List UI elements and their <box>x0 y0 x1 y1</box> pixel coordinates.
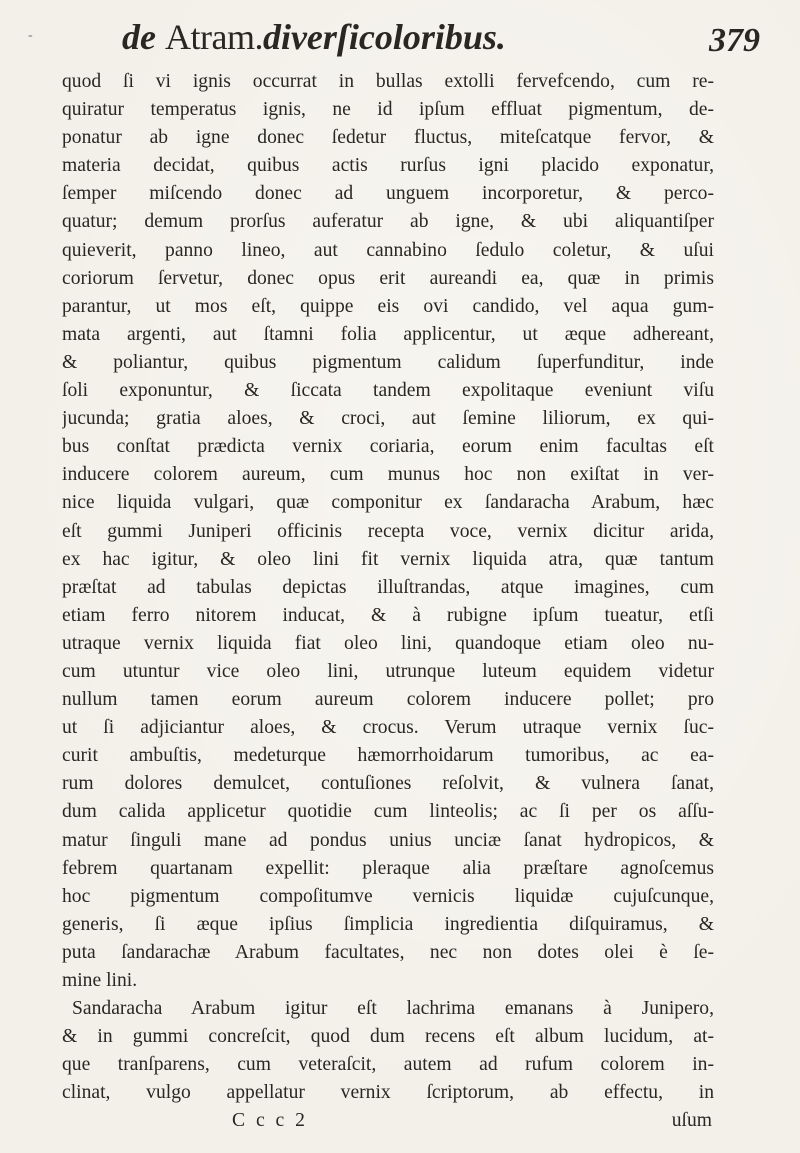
title-main: Atram. <box>164 17 263 57</box>
page-number: 379 <box>709 22 760 59</box>
text-line: rum dolores demulcet, contuſiones reſolvit, & vulnera ſanat, <box>62 773 714 795</box>
text-line: nice liquida vulgari, quæ componitur ex ſandaracha Arabum, hæc <box>62 492 714 514</box>
text-line: bus conſtat prædicta vernix coriaria, eorum enim facultas eſt <box>62 436 714 458</box>
text-line: utraque vernix liquida fiat oleo lini, quandoque etiam oleo nu- <box>62 632 714 654</box>
text-line: mata argenti, aut ſtamni folia applicentur, ut æque adhereant, <box>62 323 714 345</box>
text-line: generis, ſi æque ipſius ſimplicia ingredientia diſquiramus, & <box>62 913 714 935</box>
title-prefix: de <box>122 17 165 57</box>
text-line: puta ſandarachæ Arabum facultates, nec non dotes olei è ſe- <box>62 941 714 963</box>
text-line: clinat, vulgo appellatur vernix ſcriptorum, ab effectu, in <box>62 1082 714 1104</box>
text-line: ſoli exponuntur, & ſiccata tandem expolitaque eveniunt viſu <box>62 380 714 402</box>
signature-mark: C c c 2 <box>232 1110 308 1132</box>
text-line: etiam ferro nitorem inducat, & à rubigne ipſum tueatur, etſi <box>62 604 714 626</box>
text-line: quatur; demum prorſus auferatur ab igne, & ubi aliquantiſper <box>62 211 714 233</box>
text-line: quod ſi vi ignis occurrat in bullas extolli fervefcendo, cum re- <box>62 71 714 92</box>
text-line: dum calida applicetur quotidie cum linteolis; ac ſi per os aſſu- <box>62 801 714 823</box>
catchword: uſum <box>671 1110 712 1132</box>
text-line: eſt gummi Juniperi officinis recepta voce, vernix dicitur arida, <box>62 520 714 542</box>
text-line-paragraph-start: Sandaracha Arabum igitur eſt lachrima emanans à Junipero, <box>72 998 714 1020</box>
text-line: & poliantur, quibus pigmentum calidum ſuperfunditur, inde <box>62 351 714 373</box>
page-footer <box>62 1107 714 1135</box>
text-line: quiratur temperatus ignis, ne id ipſum effluat pigmentum, de- <box>62 99 714 121</box>
body-text <box>62 68 714 1135</box>
text-line: & in gummi concreſcit, quod dum recens eſt album lucidum, at- <box>62 1026 714 1048</box>
margin-dash: - <box>28 28 33 43</box>
text-line: ut ſi adjiciantur aloes, & crocus. Verum utraque vernix ſuc- <box>62 717 714 739</box>
text-line: curit ambuſtis, medeturque hæmorrhoidarum tumoribus, ac ea- <box>62 745 714 767</box>
text-line: quieverit, panno lineo, aut cannabino ſedulo coletur, & uſui <box>62 239 714 261</box>
text-line: ſemper miſcendo donec ad unguem incorporetur, & perco- <box>62 183 714 205</box>
text-line: inducere colorem aureum, cum munus hoc non exiſtat in ver- <box>62 464 714 486</box>
title-italic: diverſicoloribus. <box>262 17 506 57</box>
text-line: matur ſinguli mane ad pondus unius unciæ ſanat hydropicos, & <box>62 829 714 851</box>
text-line: ex hac igitur, & oleo lini fit vernix liquida atra, quæ tantum <box>62 548 714 570</box>
text-line-paragraph-end: mine lini. <box>62 970 138 991</box>
text-line: ponatur ab igne donec ſedetur fluctus, miteſcatque fervor, & <box>62 127 714 149</box>
text-line: febrem quartanam expellit: pleraque alia præſtare agnoſcemus <box>62 857 714 879</box>
text-line: nullum tamen eorum aureum colorem inducere pollet; pro <box>62 689 714 711</box>
text-line: cum utuntur vice oleo lini, utrunque luteum equidem videtur <box>62 660 714 682</box>
text-line: hoc pigmentum compoſitumve vernicis liquidæ cujuſcunque, <box>62 885 714 907</box>
running-head <box>0 10 800 70</box>
text-line: præſtat ad tabulas depictas illuſtrandas, atque imagines, cum <box>62 576 714 598</box>
text-line: materia decidat, quibus actis rurſus igni placido exponatur, <box>62 155 714 177</box>
text-line: coriorum ſervetur, donec opus erit aureandi ea, quæ in primis <box>62 267 714 289</box>
page-title <box>122 16 506 58</box>
text-line: parantur, ut mos eſt, quippe eis ovi candido, vel aqua gum- <box>62 295 714 317</box>
text-line: que tranſparens, cum veteraſcit, autem ad rufum colorem in- <box>62 1054 714 1076</box>
text-line: jucunda; gratia aloes, & croci, aut ſemine liliorum, ex qui- <box>62 408 714 430</box>
